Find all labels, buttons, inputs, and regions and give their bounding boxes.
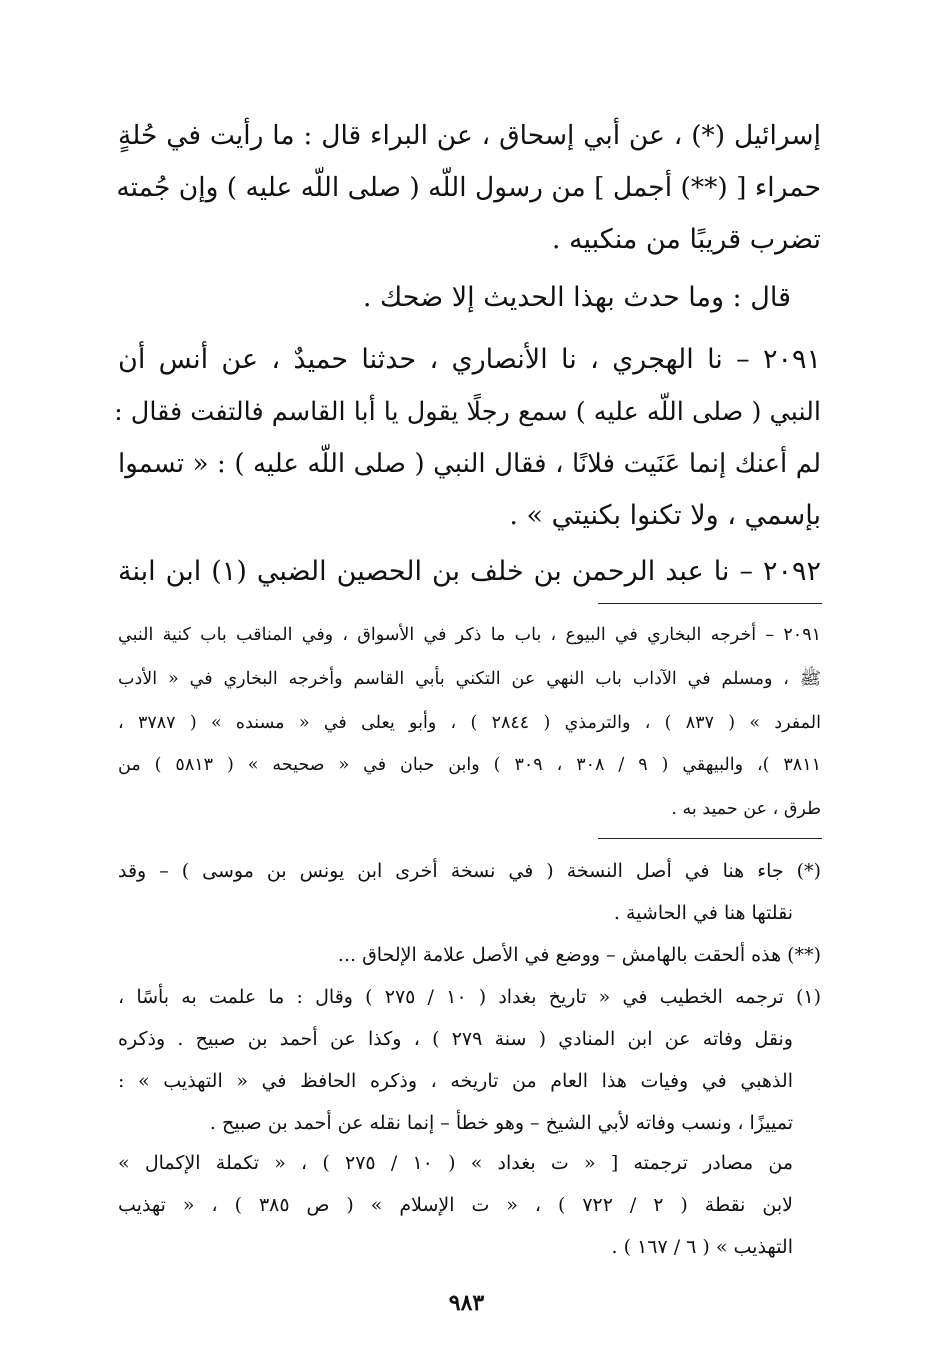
- note-1-line-2: ونقل وفاته عن ابن المنادي ( سنة ٢٧٩ ) ، وكذا عن أحمد بن صبيح . وذكره: [118, 1028, 793, 1050]
- note-1-line-6: لابن نقطة ( ٢ / ٧٢٢ ) ، « ت الإسلام » ( ص ٣٨٥ ) ، « تهذيب: [118, 1194, 794, 1216]
- main-text-line-3: تضرب قريبًا من منكبيه .: [551, 224, 821, 255]
- note-1-line-7: التهذيب » ( ٦ / ١٦٧ ) .: [611, 1236, 793, 1258]
- page-number: ٩٨٣: [448, 1290, 485, 1316]
- main-text-line-2: حمراء [ (**) أجمل ] من رسول اللّه ( صلى اللّه عليه ) وإن جُمته: [116, 172, 821, 203]
- notes-separator: [598, 838, 822, 839]
- main-text-line-1: إسرائيل (*) ، عن أبي إسحاق ، عن البراء قال : ما رأيت في حُلةٍ: [118, 120, 821, 151]
- note-1-line-4: تمييزًا ، ونسب وفاته لأبي الشيخ – وهو خطأ – إنما نقله عن أحمد بن صبيح .: [209, 1112, 793, 1134]
- hadith-2091-line-3: لم أعنك إنما عَنَيت فلانًا ، فقال النبي ( صلى اللّه عليه ) : « تسموا: [118, 449, 821, 479]
- hadith-2092-line-1: ٢٠٩٢ – نا عبد الرحمن بن خلف بن الحصين الضبي (١) ابن ابنة: [118, 556, 821, 587]
- takhrij-line-2: ﷺ ، ومسلم في الآداب باب النهي عن التكني بأبي القاسم وأخرجه البخاري في « الأدب: [118, 669, 821, 689]
- hadith-2091-line-1: ٢٠٩١ – نا الهجري ، نا الأنصاري ، حدثنا حميدٌ ، عن أنس أن: [118, 344, 821, 375]
- note-1-line-1: (١) ترجمه الخطيب في « تاريخ بغداد ( ١٠ / ٢٧٥ ) وقال : ما علمت به بأسًا ،: [118, 986, 821, 1008]
- note-asterisk-line-1: (*) جاء هنا في أصل النسخة ( في نسخة أخرى ابن يونس بن موسى ) – وقد: [118, 860, 821, 882]
- takhrij-line-5: طرق ، عن حميد به .: [671, 799, 821, 819]
- footnote-separator: [598, 603, 822, 604]
- takhrij-line-1: ٢٠٩١ – أخرجه البخاري في البيوع ، باب ما ذكر في الأسواق ، وفي المناقب باب كنية النبي: [118, 625, 821, 645]
- note-1-line-5: من مصادر ترجمته [ « ت بغداد » ( ١٠ / ٢٧٥ ) ، « تكملة الإكمال »: [118, 1152, 794, 1174]
- note-1-line-3: الذهبي في وفيات هذا العام من تاريخه ، وذكره الحافظ في « التهذيب » :: [118, 1070, 793, 1092]
- hadith-2091-line-2: النبي ( صلى اللّه عليه ) سمع رجلًا يقول يا أبا القاسم فالتفت فقال :: [114, 397, 821, 427]
- note-double-asterisk: (**) هذه ألحقت بالهامش – ووضع في الأصل علامة الإلحاق ...: [337, 944, 821, 966]
- hadith-2091-line-4: بإسمي ، ولا تكنوا بكنيتي » .: [509, 500, 821, 531]
- takhrij-line-3: المفرد » ( ٨٣٧ ) ، والترمذي ( ٢٨٤٤ ) ، وأبو يعلى في « مسنده » ( ٣٧٨٧ ،: [118, 713, 821, 733]
- main-text-line-4: قال : وما حدث بهذا الحديث إلا ضحك .: [362, 282, 791, 313]
- note-asterisk-line-2: نقلتها هنا في الحاشية .: [613, 902, 793, 924]
- takhrij-line-4: ٣٨١١ )، والبيهقي ( ٩ / ٣٠٨ ، ٣٠٩ ) وابن حبان في « صحيحه » ( ٥٨١٣ ) من: [118, 755, 822, 775]
